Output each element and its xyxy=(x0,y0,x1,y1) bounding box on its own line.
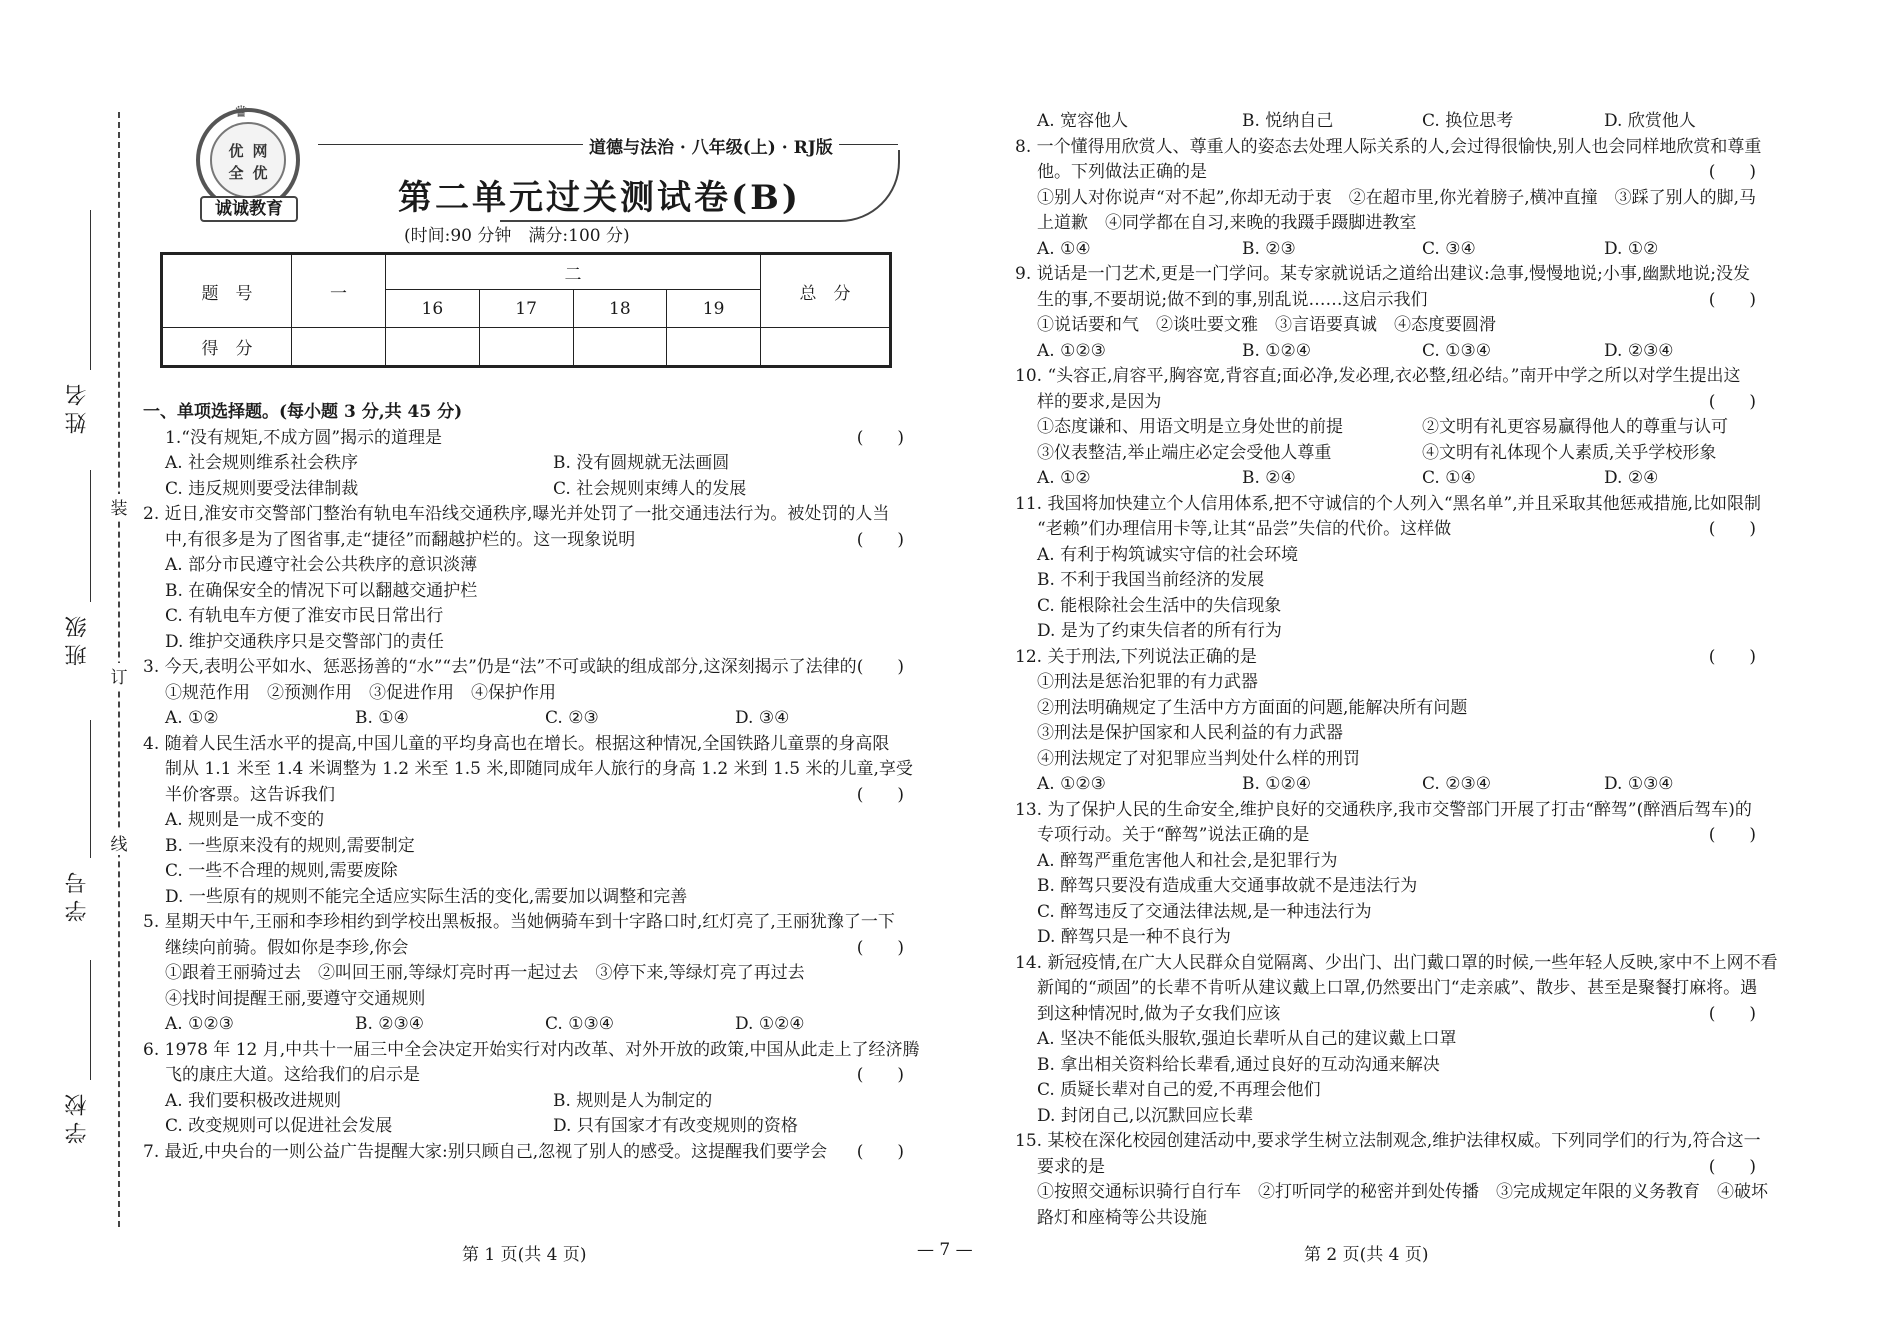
question-stem xyxy=(1015,390,1760,416)
left-column xyxy=(143,400,920,1165)
option[interactable]: B. ②③④ xyxy=(355,1014,425,1034)
option[interactable]: B. 一些原来没有的规则,需要制定 xyxy=(165,835,415,856)
option[interactable]: A. 规则是一成不变的 xyxy=(165,810,325,830)
question-text: 3. 今天,表明公平如水、惩恶扬善的“水”“去”仍是“法”不可或缺的组成部分,这深刻揭示了法律的 xyxy=(143,657,857,677)
score-cell[interactable] xyxy=(573,328,667,367)
page-number-center: — 7 — xyxy=(917,1240,973,1260)
binding-char-zhuang: 装 xyxy=(108,494,130,519)
publisher-logo xyxy=(196,102,302,222)
option[interactable]: D. 醉驾只是一种不良行为 xyxy=(1037,927,1231,947)
option[interactable]: A. ①②③ xyxy=(1037,340,1106,361)
option-row xyxy=(143,706,908,732)
option[interactable]: B. 在确保安全的情况下可以翻越交通护栏 xyxy=(165,580,478,601)
name-field-line xyxy=(90,210,91,370)
item: ④文明有礼体现个人素质,关乎学校形象 xyxy=(1422,442,1717,463)
option-items: ①规范作用 ②预测作用 ③促进作用 ④保护作用 xyxy=(165,682,556,703)
item: ①态度谦和、用语文明是立身处世的前提 xyxy=(1037,417,1343,437)
answer-blank[interactable]: ( ) xyxy=(856,657,904,677)
question-stem: 5. 星期天中午,王丽和李珍相约到学校出黑板报。当她俩骑车到十字路口时,红灯亮了,王丽犹豫了一下 xyxy=(143,912,895,932)
answer-blank[interactable]: ( ) xyxy=(856,937,904,958)
question-stem: 制从 1.1 米至 1.4 米调整为 1.2 米至 1.5 米,即随同成年人旅行的身高 1.2 米到 1.5 米的儿童,享受 xyxy=(165,759,913,779)
option[interactable]: B. 拿出相关资料给长辈看,通过良好的互动沟通来解决 xyxy=(1037,1054,1440,1075)
score-row-label: 得 分 xyxy=(162,328,292,367)
question-stem: 11. 我国将加快建立个人信用体系,把不守诚信的个人列入“黑名单”,并且采取其他惩戒措施,比如限制 xyxy=(1015,493,1762,514)
option[interactable]: C. ②③ xyxy=(545,708,599,728)
option[interactable]: C. 违反规则要受法律制裁 xyxy=(165,478,359,499)
option-items: ①刑法是惩治犯罪的有力武器 xyxy=(1037,672,1258,692)
option[interactable]: A. ①② xyxy=(1037,468,1091,488)
score-header-part2: 二 xyxy=(386,254,761,290)
option[interactable]: D. 只有国家才有改变规则的资格 xyxy=(553,1116,798,1136)
school-field-label: 学校 xyxy=(65,1088,90,1144)
option[interactable]: B. 醉驾只要没有造成重大交通事故就不是违法行为 xyxy=(1037,876,1418,896)
logo-glyph: 网 xyxy=(252,142,268,160)
question-stem: 14. 新冠疫情,在广大人民群众自觉隔离、少出门、出门戴口罩的时候,一些年轻人反映,家中不上网不看 xyxy=(1015,952,1778,973)
option-items: ④刑法规定了对犯罪应当判处什么样的刑罚 xyxy=(1037,748,1360,769)
option[interactable]: B. ①②④ xyxy=(1242,774,1312,794)
answer-blank[interactable]: ( ) xyxy=(1708,646,1756,667)
binding-margin xyxy=(0,0,130,1326)
right-column xyxy=(1015,109,1778,1231)
question-stem xyxy=(1015,288,1760,314)
question-stem: 9. 说话是一门艺术,更是一门学问。某专家就说话之道给出建议:急事,慢慢地说;小事,幽默地说;没发 xyxy=(1015,264,1751,284)
option[interactable]: C. 质疑长辈对自己的爱,不再理会他们 xyxy=(1037,1080,1321,1100)
option-row xyxy=(143,1012,908,1038)
question-stem: 13. 为了保护人民的生命安全,维护良好的交通秩序,我市交警部门开展了打击“醉驾”(醉酒后驾车)的 xyxy=(1015,799,1752,820)
option[interactable]: A. ①④ xyxy=(1037,238,1091,259)
question-text: 生的事,不要胡说;做不到的事,别乱说……这启示我们 xyxy=(1037,289,1428,310)
score-header-q17: 17 xyxy=(479,290,573,328)
class-field[interactable] xyxy=(62,470,92,700)
option-items: ①说话要和气 ②谈吐要文雅 ③言语要真诚 ④态度要圆滑 xyxy=(1037,315,1496,335)
option[interactable]: B. 悦纳自己 xyxy=(1242,111,1334,131)
question-stem xyxy=(143,1063,908,1089)
question-text: 他。下列做法正确的是 xyxy=(1037,162,1207,182)
option[interactable]: C. ①③④ xyxy=(1422,340,1491,361)
question-stem xyxy=(1015,160,1760,186)
question-stem xyxy=(1015,1002,1760,1028)
answer-blank[interactable]: ( ) xyxy=(856,427,904,448)
score-cell[interactable] xyxy=(667,328,761,367)
question-text: 要求的是 xyxy=(1037,1156,1105,1177)
logo-glyph: 优 xyxy=(228,142,244,160)
question-stem xyxy=(143,783,908,809)
question-stem xyxy=(1015,823,1760,849)
question-text: 飞的康庄大道。这给我们的启示是 xyxy=(165,1065,420,1085)
student-id-field[interactable] xyxy=(62,720,92,950)
option[interactable]: D. ①②④ xyxy=(735,1014,805,1034)
answer-blank[interactable]: ( ) xyxy=(856,784,904,805)
option[interactable]: C. 社会规则束缚人的发展 xyxy=(553,478,747,499)
score-header-q19: 19 xyxy=(667,290,761,328)
item: ②文明有礼更容易赢得他人的尊重与认可 xyxy=(1422,417,1728,437)
option[interactable]: A. ①② xyxy=(165,708,219,728)
option[interactable]: D. 封闭自己,以沉默回应长辈 xyxy=(1037,1105,1254,1126)
option[interactable]: A. 坚决不能低头服软,强迫长辈听从自己的建议戴上口罩 xyxy=(1037,1029,1457,1049)
logo-glyph: 优 xyxy=(252,164,268,182)
class-field-line xyxy=(90,470,91,602)
answer-blank[interactable]: ( ) xyxy=(1708,289,1756,310)
option[interactable]: D. ②③④ xyxy=(1604,340,1674,361)
answer-blank[interactable]: ( ) xyxy=(1708,519,1756,539)
question-stem: 6. 1978 年 12 月,中共十一届三中全会决定开始实行对内改革、对外开放的政策,中国从此走上了经济腾 xyxy=(143,1039,920,1060)
question-text: 继续向前骑。假如你是李珍,你会 xyxy=(165,937,409,958)
option[interactable]: D. ②④ xyxy=(1604,468,1659,488)
option[interactable]: D. ①③④ xyxy=(1604,774,1674,794)
page-subtitle: (时间:90 分钟 满分:100 分) xyxy=(404,226,630,246)
option-items: 路灯和座椅等公共设施 xyxy=(1037,1207,1207,1228)
option[interactable]: B. ①④ xyxy=(355,708,409,728)
option-items: ①别人对你说声“对不起”,你却无动于衷 ②在超市里,你光着膀子,横冲直撞 ③踩了别人的脚,马 xyxy=(1037,187,1756,208)
question-stem xyxy=(1015,645,1760,671)
section-heading: 一、单项选择题。(每小题 3 分,共 45 分) xyxy=(143,402,463,422)
score-cell[interactable] xyxy=(292,328,386,367)
option[interactable]: D. ③④ xyxy=(735,708,790,728)
option[interactable]: D. 是为了约束失信者的所有行为 xyxy=(1037,621,1282,641)
option-items: ②刑法明确规定了生活中方方面面的问题,能解决所有问题 xyxy=(1037,697,1468,718)
option[interactable]: A. 宽容他人 xyxy=(1037,111,1129,131)
option[interactable]: C. ③④ xyxy=(1422,238,1476,259)
option-items: 上道歉 ④同学都在自习,来晚的我蹑手蹑脚进教室 xyxy=(1037,213,1417,233)
score-header-total: 总 分 xyxy=(761,254,891,328)
question-stem xyxy=(143,426,908,452)
option-items xyxy=(1015,415,1760,441)
option[interactable]: A. 社会规则维系社会秩序 xyxy=(165,453,359,473)
answer-blank[interactable]: ( ) xyxy=(1708,1156,1756,1177)
option-items: ④找时间提醒王丽,要遵守交通规则 xyxy=(165,988,426,1009)
option[interactable]: D. 欣赏他人 xyxy=(1604,111,1696,131)
question-stem: 10. “头容正,肩容平,胸容宽,背容直;面必净,发必理,衣必整,纽必结。”南开中学之所以对学生提出这 xyxy=(1015,366,1741,386)
question-stem xyxy=(143,936,908,962)
question-stem: 4. 随着人民生活水平的提高,中国儿童的平均身高也在增长。根据这种情况,全国铁路儿童票的身高限 xyxy=(143,733,890,754)
student-id-field-line xyxy=(90,720,91,858)
score-cell[interactable] xyxy=(761,328,891,367)
student-id-field-label: 学号 xyxy=(65,866,90,922)
option-row xyxy=(143,1114,908,1140)
class-field-label: 班级 xyxy=(65,610,90,666)
option[interactable]: B. 没有圆规就无法画圆 xyxy=(553,453,730,473)
option[interactable]: A. ①②③ xyxy=(1037,774,1106,794)
score-table xyxy=(160,252,892,368)
option-row xyxy=(143,1089,908,1115)
question-stem xyxy=(143,655,908,681)
question-stem xyxy=(1015,1155,1760,1181)
school-field[interactable] xyxy=(62,960,92,1160)
option[interactable]: C. 换位思考 xyxy=(1422,111,1514,131)
option-row xyxy=(1015,466,1760,492)
item: ③仪表整洁,举止端庄必定会受他人尊重 xyxy=(1037,442,1332,463)
option-items: ③刑法是保护国家和人民利益的有力武器 xyxy=(1037,723,1343,743)
answer-blank[interactable]: ( ) xyxy=(1708,825,1756,845)
question-text: 半价客票。这告诉我们 xyxy=(165,784,335,805)
option[interactable]: D. 维护交通秩序只是交警部门的责任 xyxy=(165,631,444,652)
answer-blank[interactable]: ( ) xyxy=(1708,1003,1756,1024)
crown-icon: ♛ xyxy=(234,102,249,121)
question-text: 专项行动。关于“醉驾”说法正确的是 xyxy=(1037,825,1310,845)
score-header-q18: 18 xyxy=(573,290,667,328)
question-stem xyxy=(143,528,908,554)
question-stem xyxy=(143,1140,908,1166)
option[interactable]: C. ①④ xyxy=(1422,468,1476,488)
school-field-line xyxy=(90,960,91,1080)
option[interactable]: A. 部分市民遵守社会公共秩序的意识淡薄 xyxy=(165,555,478,575)
binding-char-ding: 订 xyxy=(108,663,130,688)
binding-char-xian: 线 xyxy=(108,830,130,855)
score-cell[interactable] xyxy=(386,328,480,367)
option[interactable]: B. 规则是人为制定的 xyxy=(553,1090,713,1111)
score-header-q16: 16 xyxy=(386,290,480,328)
option[interactable]: A. 我们要积极改进规则 xyxy=(165,1090,342,1111)
logo-ribbon-text: 诚诚教育 xyxy=(200,196,298,222)
question-text: 中,有很多是为了图省事,走“捷径”而翻越护栏的。这一现象说明 xyxy=(165,529,636,550)
series-line xyxy=(318,138,898,158)
option[interactable]: C. 改变规则可以促进社会发展 xyxy=(165,1116,393,1136)
option[interactable]: A. 醉驾严重危害他人和社会,是犯罪行为 xyxy=(1037,850,1338,871)
option[interactable]: C. 能根除社会生活中的失信现象 xyxy=(1037,595,1282,616)
option-row xyxy=(143,477,908,503)
option[interactable]: C. 有轨电车方便了淮安市民日常出行 xyxy=(165,606,444,626)
score-cell[interactable] xyxy=(479,328,573,367)
logo-glyph: 全 xyxy=(228,164,244,182)
option-row xyxy=(1015,339,1760,365)
question-text: 到这种情况时,做为子女我们应该 xyxy=(1037,1003,1281,1024)
question-text: 7. 最近,中央台的一则公益广告提醒大家:别只顾自己,忽视了别人的感受。这提醒我们要学会 xyxy=(143,1141,828,1162)
score-header-part1: 一 xyxy=(292,254,386,328)
option-row xyxy=(143,451,908,477)
option[interactable]: D. ①② xyxy=(1604,238,1659,259)
answer-blank[interactable]: ( ) xyxy=(856,529,904,550)
option[interactable]: D. 一些原有的规则不能完全适应实际生活的变化,需要加以调整和完善 xyxy=(165,886,688,907)
question-stem: 8. 一个懂得用欣赏人、尊重人的姿态去处理人际关系的人,会过得很愉快,别人也会同样地欣赏和尊重 xyxy=(1015,136,1762,157)
question-text: 样的要求,是因为 xyxy=(1037,391,1162,412)
option[interactable]: A. ①②③ xyxy=(165,1014,234,1034)
option[interactable]: B. ②④ xyxy=(1242,468,1296,488)
question-text: 1.“没有规矩,不成方圆”揭示的道理是 xyxy=(165,427,443,448)
option-items xyxy=(1015,441,1760,467)
question-text: 12. 关于刑法,下列说法正确的是 xyxy=(1015,646,1257,667)
page-number-right: 第 2 页(共 4 页) xyxy=(1304,1245,1429,1265)
page-number-left: 第 1 页(共 4 页) xyxy=(462,1245,587,1265)
question-text: “老赖”们办理信用卡等,让其“品尝”失信的代价。这样做 xyxy=(1037,519,1452,539)
option-items: ①跟着王丽骑过去 ②叫回王丽,等绿灯亮时再一起过去 ③停下来,等绿灯亮了再过去 xyxy=(165,963,805,983)
option[interactable]: C. 醉驾违反了交通法律法规,是一种违法行为 xyxy=(1037,901,1372,922)
option[interactable]: A. 有利于构筑诚实守信的社会环境 xyxy=(1037,544,1299,565)
option[interactable]: B. 不利于我国当前经济的发展 xyxy=(1037,570,1265,590)
question-stem: 新闻的“顽固”的长辈不肯听从建议戴上口罩,仍然要出门“走亲戚”、散步、甚至是聚餐打麻将。遇 xyxy=(1037,978,1758,998)
answer-blank[interactable]: ( ) xyxy=(856,1141,904,1162)
option-row xyxy=(1015,109,1760,135)
question-stem: 2. 近日,淮安市交警部门整治有轨电车沿线交通秩序,曝光并处罚了一批交通违法行为。被处罚的人当 xyxy=(143,504,890,524)
series-label: 道德与法治 · 八年级(上) · RJ版 xyxy=(583,133,839,158)
answer-blank[interactable]: ( ) xyxy=(1708,162,1756,182)
option[interactable]: C. 一些不合理的规则,需要废除 xyxy=(165,861,398,881)
name-field[interactable] xyxy=(62,210,92,450)
name-field-label: 姓名 xyxy=(65,378,90,434)
answer-blank[interactable]: ( ) xyxy=(856,1065,904,1085)
answer-blank[interactable]: ( ) xyxy=(1708,391,1756,412)
option-row xyxy=(1015,772,1760,798)
question-stem xyxy=(1015,517,1760,543)
option[interactable]: B. ②③ xyxy=(1242,238,1296,259)
option[interactable]: C. ②③④ xyxy=(1422,774,1491,794)
question-stem: 15. 某校在深化校园创建活动中,要求学生树立法制观念,维护法律权威。下列同学们的行为,符合这一 xyxy=(1015,1131,1761,1151)
option[interactable]: B. ①②④ xyxy=(1242,340,1312,361)
option[interactable]: C. ①③④ xyxy=(545,1014,614,1034)
score-header-tihao: 题 号 xyxy=(162,254,292,328)
option-items: ①按照交通标识骑行自行车 ②打听同学的秘密并到处传播 ③完成规定年限的义务教育 ④破坏 xyxy=(1037,1182,1768,1202)
page-title: 第二单元过关测试卷(B) xyxy=(398,178,801,218)
option-row xyxy=(1015,237,1760,263)
